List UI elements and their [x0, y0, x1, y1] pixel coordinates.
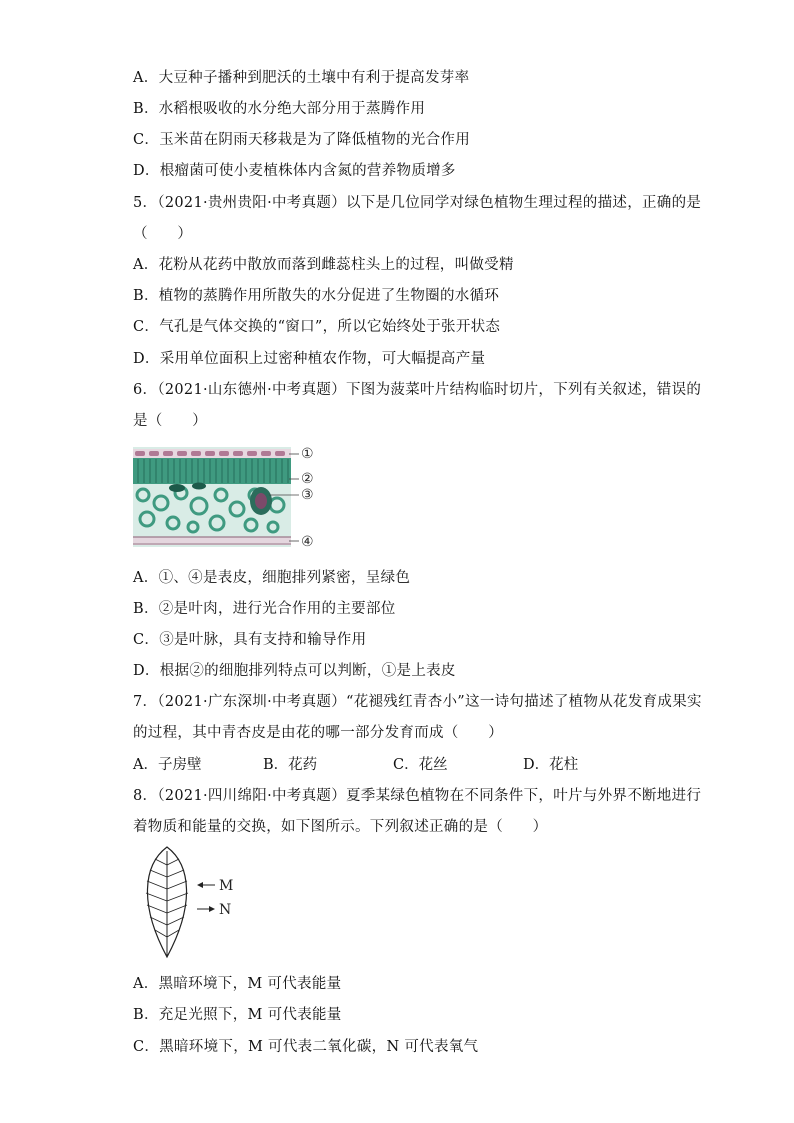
q8-option-b: B．充足光照下，M 可代表能量	[133, 1007, 342, 1023]
q7-stem-cont: 的过程，其中青杏皮是由花的哪一部分发育而成（ ）	[133, 725, 503, 741]
fig6-label-3: ③	[301, 487, 314, 503]
q5-stem: 5．（2021·贵州贵阳·中考真题）以下是几位同学对绿色植物生理过程的描述，正确的是	[133, 195, 702, 211]
q7-stem: 7．（2021·广东深圳·中考真题）“花褪残红青杏小”这一诗句描述了植物从花发育成果实	[133, 694, 702, 710]
q6-option-a: A．①、④是表皮，细胞排列紧密，呈绿色	[133, 570, 411, 586]
q8-stem-cont: 着物质和能量的交换，如下图所示。下列叙述正确的是（ ）	[133, 819, 548, 835]
q6-option-b: B．②是叶肉，进行光合作用的主要部位	[133, 601, 396, 617]
fig6-label-1: ①	[301, 446, 314, 462]
q7-option-a: A．子房壁	[133, 757, 202, 773]
q4-option-c: C．玉米苗在阴雨天移栽是为了降低植物的光合作用	[133, 132, 470, 148]
q4-option-d: D．根瘤菌可使小麦植株体内含氮的营养物质增多	[133, 163, 456, 179]
q5-option-a: A．花粉从花药中散放而落到雌蕊柱头上的过程，叫做受精	[133, 257, 514, 273]
q7-option-b: B．花药	[263, 757, 318, 773]
q6-stem: 6．（2021·山东德州·中考真题）下图为菠菜叶片结构临时切片，下列有关叙述，错误的	[133, 382, 702, 398]
q6-option-c: C．③是叶脉，具有支持和输导作用	[133, 632, 367, 648]
q7-option-d: D．花柱	[523, 757, 579, 773]
fig8-label-m: M	[219, 878, 234, 894]
q8-option-a: A．黑暗环境下，M 可代表能量	[133, 976, 342, 992]
q7-options-row	[133, 753, 653, 774]
leaf-exchange-figure	[133, 843, 253, 961]
fig6-label-4: ④	[301, 534, 314, 550]
q5-option-b: B．植物的蒸腾作用所散失的水分促进了生物圈的水循环	[133, 288, 500, 304]
q6-option-d: D．根据②的细胞排列特点可以判断，①是上表皮	[133, 663, 456, 679]
leaf-cross-section-figure	[133, 443, 333, 551]
q8-stem: 8．（2021·四川绵阳·中考真题）夏季某绿色植物在不同条件下，叶片与外界不断地进行	[133, 788, 702, 804]
q6-stem-cont: 是（ ）	[133, 413, 207, 429]
fig8-label-n: N	[219, 902, 232, 918]
q5-stem-cont: （ ）	[133, 226, 193, 242]
q5-option-c: C．气孔是气体交换的“窗口”，所以它始终处于张开状态	[133, 319, 501, 335]
q4-option-b: B．水稻根吸收的水分绝大部分用于蒸腾作用	[133, 101, 426, 117]
q8-option-c: C．黑暗环境下，M 可代表二氧化碳，N 可代表氧气	[133, 1039, 479, 1055]
q5-option-d: D．采用单位面积上过密种植农作物，可大幅提高产量	[133, 351, 486, 367]
q4-option-a: A．大豆种子播种到肥沃的土壤中有利于提高发芽率	[133, 70, 470, 86]
q7-option-c: C．花丝	[393, 757, 448, 773]
fig6-label-2: ②	[301, 471, 314, 487]
